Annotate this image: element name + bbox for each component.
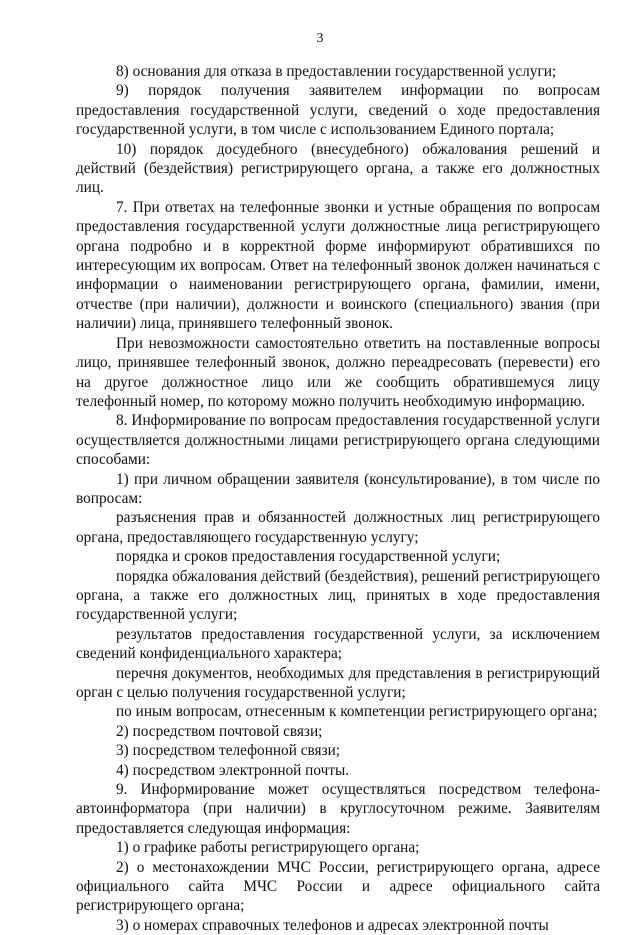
- document-body: [76, 62, 600, 935]
- list-item-appeal-procedure: 10) порядок досудебного (внесудебного) обжалования решений и действий (бездействия) регистрирующего органа, а также его должностных лиц.: [76, 140, 600, 197]
- list-item-phone-numbers-emails: 3) о номерах справочных телефонов и адресах электронной почты: [116, 916, 549, 934]
- list-item-rights-and-duties: разъяснения прав и обязанностей должностных лиц регистрирующего органа, предоставляющего государственную услугу;: [76, 509, 600, 546]
- list-item-appeal-of-actions: порядка обжалования действий (бездействия), решений регистрирующего органа, а также его должностных лиц, принятых в ходе предоставления государственной услуги;: [76, 567, 600, 624]
- list-item-postal-mail: 2) посредством почтовой связи;: [116, 722, 323, 740]
- list-item-location-and-sites: 2) о местонахождении МЧС России, регистрирующего органа, адресе официального сайта МЧС России и адресе официального сайта регистрирующего органа;: [76, 858, 600, 915]
- page-number: 3: [316, 31, 324, 46]
- list-item-email: 4) посредством электронной почты.: [116, 761, 350, 779]
- list-item-procedure-and-terms: порядка и сроков предоставления государственной услуги;: [116, 548, 501, 566]
- section-7-phone-inquiries: 7. При ответах на телефонные звонки и устные обращения по вопросам предоставления государственной услуги должностные лица регистрирующего органа подробно и в корректной форме информируют обратившихся по интересующим их вопросам. Ответ на телефонный звонок должен начинаться с информации о наименовании регистрирующего органа, фамилии, имени, отчестве (при наличии), должности и воинского (специального) звания (при наличии) лица, принявшего телефонный звонок.: [76, 198, 600, 333]
- paragraph-call-redirection: При невозможности самостоятельно ответить на поставленные вопросы лицо, принявшее телефонный звонок, должно переадресовать (перевести) его на другое должностное лицо или же сообщить обратившемуся лицу телефонный номер, по которому можно получить необходимую информацию.: [76, 334, 600, 410]
- section-8-informing-methods: 8. Информирование по вопросам предоставления государственной услуги осуществляется должностными лицами регистрирующего органа следующими способами:: [76, 412, 600, 469]
- list-item-personal-visit: 1) при личном обращении заявителя (консультирование), в том числе по вопросам:: [76, 470, 600, 507]
- list-item-service-results: результатов предоставления государственной услуги, за исключением сведений конфиденциального характера;: [76, 625, 600, 663]
- list-item-grounds-for-refusal: 8) основания для отказа в предоставлении государственной услуги;: [116, 63, 557, 80]
- list-item-work-schedule: 1) о графике работы регистрирующего органа;: [116, 839, 420, 857]
- list-item-information-procedure: 9) порядок получения заявителем информации по вопросам предоставления государственной услуги, сведений о ходе предоставления государственной услуги, в том числе с использованием Единого портала;: [76, 82, 600, 139]
- list-item-other-questions: по иным вопросам, отнесенным к компетенции регистрирующего органа;: [116, 703, 598, 721]
- list-item-document-list: перечня документов, необходимых для представления в регистрирующий орган с целью получения государственной услуги;: [76, 664, 600, 701]
- section-9-autoinformer: 9. Информирование может осуществляться посредством телефона-автоинформатора (при наличии) в круглосуточном режиме. Заявителям предоставляется следующая информация:: [76, 781, 600, 837]
- list-item-telephone: 3) посредством телефонной связи;: [116, 742, 341, 760]
